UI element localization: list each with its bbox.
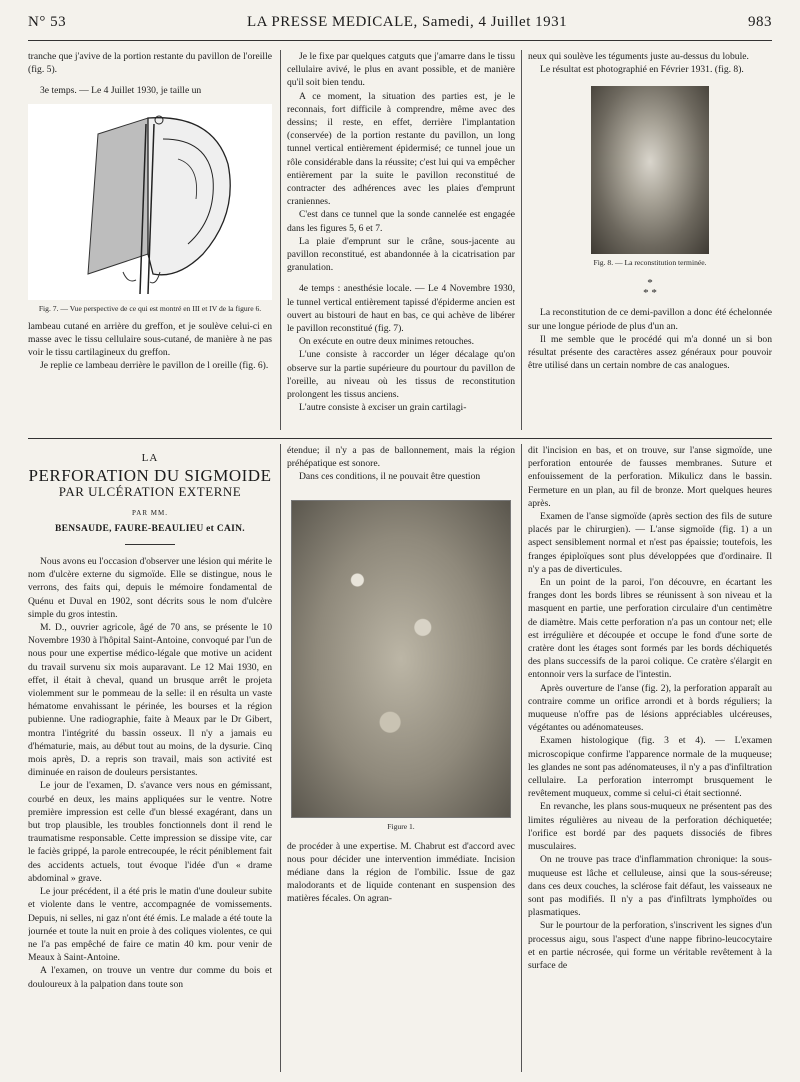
figure-1-photo xyxy=(291,500,511,818)
figure-8-photo xyxy=(591,86,709,254)
paragraph: La reconstitution de ce demi-pavillon a donc été échelonnée sur une longue période de plus d'un an. xyxy=(528,307,772,332)
article-column-2 xyxy=(287,444,515,1072)
paragraph: Après ouverture de l'anse (fig. 2), la perforation apparaît au contraire comme un orifice arrondi et à bords réguliers; la muqueuse n'offre pas de lésions appréciables ulcéreuses, végétantes ou adénomateuses. xyxy=(528,682,772,734)
byline-prefix: PAR MM. xyxy=(132,508,168,517)
paragraph: A l'examen, on trouve un ventre dur comme du bois et douloureux à la palpation dans toute son xyxy=(28,965,272,990)
article-title: PERFORATION DU SIGMOIDE xyxy=(28,466,272,486)
column-rule xyxy=(280,444,281,1072)
top-column-1 xyxy=(28,50,272,428)
paragraph: lambeau cutané en arrière du greffon, et je soulève celui-ci en masse avec le tissu cellulaire sous-cutané, de manière à ne pas voir le tissu cartilagineux du greffon. xyxy=(28,320,272,359)
paragraph: A ce moment, la situation des parties est, je le reconnais, fort difficile à comprendre, même avec des dessins; il reste, en effet, derrière l'implantation (conservée) de la portion restante du pavillon, un long tunnel vertical entièrement épidermisé; ce tunnel joue un rôle considérable dans la réussite; c'est lui qui va empêcher entièrement par la suite le pavillon reconstitué de contracter des adhérences avec les plaies d'emprunt craniennes. xyxy=(287,90,515,208)
article-column-1 xyxy=(28,446,272,1072)
paragraph: M. D., ouvrier agricole, âgé de 70 ans, se présente le 10 Novembre 1930 à l'hôpital Saint-Antoine, convoqué par l'un de nous pour une expertise médico-légale que motive un acident du travail survenu six mois auparavant. Le 12 Mai 1930, en effet, il était à cheval, quand un brusque arrêt le projeta violemment sur le pommeau de la selle: il en résulta un vaste hématome envahissant le périnée, les bourses et la région pubienne. Une radiographie, faite à Meaux par le Dr Gibert, montra l'intégrité du bassin osseux. Il n'y a jamais eu d'hématurie, mais, au début tout au moins, de la dysurie. Cinq mois après, D. a repris son travail, mais son activité est diminuée en raison de douleurs persistantes. xyxy=(28,622,272,779)
paragraph: En un point de la paroi, l'on découvre, en écartant les franges dont les bords libres se réunissent à son niveau et la masquent en partie, une perforation circulaire d'un centimètre de diamètre. Mais cette perforation n'a pas un contour net; elle est irrégulière et découpée et occupe le fond d'une sorte de cratère dont les étages sont formés par les bords déchiquetés des plans successifs de la paroi colique. Ce cratère s'élargit en entonnoir vers la surface de l'intestin. xyxy=(528,577,772,681)
paragraph: de procéder à une expertise. M. Chabrut est d'accord avec nous pour décider une intervention immédiate. Incision médiane dans la région de l'ombilic. Issue de gaz malodorants et de liquide contenant en suspension des matières fécales. On agran- xyxy=(287,840,515,905)
title-rule xyxy=(125,544,175,545)
column-rule xyxy=(280,50,281,430)
column-rule xyxy=(521,50,522,430)
paragraph: On ne trouve pas trace d'inflammation chronique: la sous-muqueuse est lâche et celluleuse, ainsi que la sous-séreuse; dans ces deux couches, la sclérose fait défaut, les vaisseaux ne sont pas modifiés. Il n'y a pas d'infiltrats lymphoïdes ou plasmatiques. xyxy=(528,854,772,919)
paragraph: étendue; il n'y a pas de ballonnement, mais la région préhépatique est sonore. xyxy=(287,445,515,470)
paragraph: Je replie ce lambeau derrière le pavillon de l oreille (fig. 6). xyxy=(40,360,269,372)
paragraph: Examen histologique (fig. 3 et 4). — L'examen microscopique confirme l'apparence normale de la muqueuse; les glandes ne sont pas adénomateuses, il n'y a pas d'infiltration cellulaire. La perforation interrompt brusquement le revêtement muqueux, comme si celui-ci était sectionné. xyxy=(528,735,772,800)
article-subtitle: PAR ULCÉRATION EXTERNE xyxy=(58,484,242,500)
title-article-word: LA xyxy=(141,452,159,464)
figure-7-drawing xyxy=(28,104,272,300)
paragraph: On exécute en outre deux minimes retouches. xyxy=(299,336,475,348)
paragraph: Le jour précédent, il a été pris le matin d'une douleur subite et violente dans le ventre, accompagnée de vomissements. Depuis, ni selles, ni gaz n'ont été émis. Le malade a été toute la journée et toute la nuit en proie à des coliques violentes, ce qui ne l'a pas empêché de faire ce matin 40 km. pour venir de Meaux à Saint-Antoine. xyxy=(28,886,272,964)
paragraph: Le jour de l'examen, D. s'avance vers nous en gémissant, courbé en deux, les mains appliquées sur le ventre. Notre première impression est celle d'un blessé exagérant, dans un but trop plausible, les troubles fonctionnels dont il rend le traumatisme responsable. Cette impression se dissipe vite, car le faciès grippé, la parole entrecoupée, le récit péniblement fait des accidents actuels, tout évoque l'idée d'un « drame abdominal » grave. xyxy=(28,780,272,884)
article-title-block xyxy=(28,452,272,545)
paragraph: neux qui soulève les téguments juste au-dessus du lobule. xyxy=(528,51,749,62)
paragraph: L'une consiste à raccorder un léger décalage qu'on observe sur la partie supérieure du pourtour du pavillon de l'oreille, au niveau où les tissus de reconstitution prolongent les tissus anciens. xyxy=(287,349,515,401)
section-asterism: * * * xyxy=(643,277,657,300)
figure-7 xyxy=(28,104,272,300)
paragraph: Je le fixe par quelques catguts que j'amarre dans le tissu cellulaire avivé, le plus en avant possible, et de manière qu'il soit bien tendu. xyxy=(287,51,515,89)
paragraph: 3e temps. — Le 4 Juillet 1930, je taille un xyxy=(40,85,202,97)
top-column-3 xyxy=(528,50,772,428)
paragraph: Le résultat est photographié en Février 1931. (fig. 8). xyxy=(540,64,744,76)
article-authors: BENSAUDE, FAURE-BEAULIEU et CAIN. xyxy=(55,523,245,534)
paragraph: La plaie d'emprunt sur le crâne, sous-jacente au pavillon reconstitué, est abandonnée à la cicatrisation par granulation. xyxy=(287,235,515,274)
paragraph: L'autre consiste à exciser un grain cartilagi- xyxy=(299,402,467,414)
running-head xyxy=(28,14,772,41)
paragraph: 4e temps : anesthésie locale. — Le 4 Novembre 1930, le tunnel vertical entièrement tapissé d'épiderme ancien est ouvert au bistouri de haut en bas, ce qui achève de libérer le pavillon reconstitué (fig. 7). xyxy=(287,283,515,335)
top-column-2 xyxy=(287,50,515,428)
column-rule xyxy=(521,444,522,1072)
section-rule xyxy=(28,438,772,439)
journal-title-line xyxy=(247,14,567,31)
page-number: 983 xyxy=(748,14,772,30)
journal-name: LA PRESSE MEDICALE, xyxy=(246,14,418,30)
figure-7-caption: Fig. 7. — Vue perspective de ce qui est montré en III et IV de la figure 6. xyxy=(38,303,262,313)
figure-1-caption: Figure 1. xyxy=(387,821,415,831)
paragraph: Sur le pourtour de la perforation, s'inscrivent les signes d'un processus aigu, sous l'aspect d'une nappe fibrino-leucocytaire et en partie nécrosée, qui forme un véritable revêtement à la surface de xyxy=(528,920,772,971)
paragraph: dit l'incision en bas, et on trouve, sur l'anse sigmoïde, une perforation entourée de fausses membranes. Suture et enfouissement de la perforation. Mikulicz dans le bassin. Fermeture en un plan, au fil de bronze. Mort quelques heures après. xyxy=(528,445,772,509)
issue-number: N° 53 xyxy=(28,14,67,30)
issue-date: Samedi, 4 Juillet 1931 xyxy=(421,14,568,30)
paragraph: Nous avons eu l'occasion d'observer une lésion qui mérite le nom d'ulcère externe du sigmoïde. Elle se distingue, nous le verrons, des faits qui, depuis le mémoire fondamental de Quénu et Duval en 1902, sont décrits sous le nom d'ulcère simple du gros intestin. xyxy=(28,556,272,620)
paragraph: C'est dans ce tunnel que la sonde cannelée est engagée dans les figures 5, 6 et 7. xyxy=(287,209,515,234)
paragraph: Dans ces conditions, il ne pouvait être question xyxy=(299,471,481,483)
article-column-3 xyxy=(528,444,772,1072)
figure-8-caption: Fig. 8. — La reconstitution terminée. xyxy=(593,258,707,268)
paragraph: Il me semble que le procédé qui m'a donné un si bon résultat présente des caractères assez généraux pour pouvoir être utilisé dans un certain nombre de cas analogues. xyxy=(528,333,772,372)
paragraph: En revanche, les plans sous-muqueux ne présentent pas des limites régulières au niveau de la perforation déchiquetée; l'orifice est bordé par des paquets dissociés de fibres musculaires. xyxy=(528,801,772,853)
paragraph: Examen de l'anse sigmoïde (après section des fils de suture placés par le chirurgien). — L'anse sigmoïde (fig. 1) a un aspect sensiblement normal et n'est pas épaissie; toutefois, les franges épiploïques sont plus développées que d'ordinaire. Il n'y a pas de diverticules. xyxy=(528,511,772,575)
paragraph: tranche que j'avive de la portion restante du pavillon de l'oreille (fig. 5). xyxy=(28,51,272,76)
